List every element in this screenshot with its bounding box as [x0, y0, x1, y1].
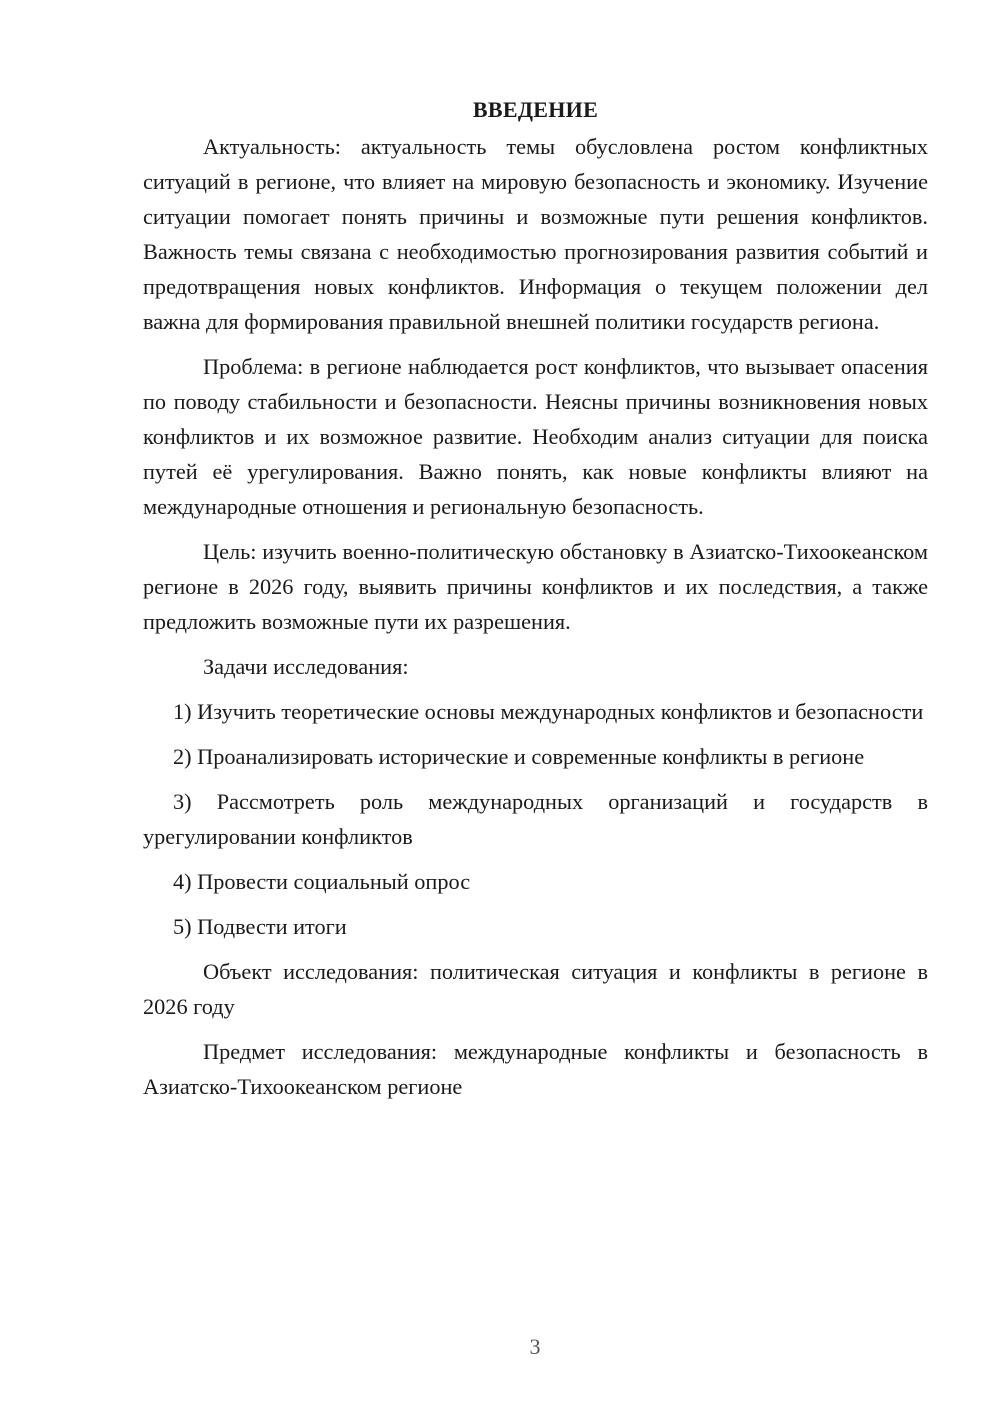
problem-paragraph: Проблема: в регионе наблюдается рост конфликтов, что вызывает опасения по поводу стабильности и безопасности. Неясны причины возникновения новых конфликтов и их возможное развитие. Необходим анализ ситуации для поиска путей её урегулирования. Важно понять, как новые конфликты влияют на международные отношения и региональную безопасность. — [143, 354, 928, 519]
subject-paragraph: Предмет исследования: международные конфликты и безопасность в Азиатско-Тихоокеанском регионе — [143, 1039, 928, 1099]
task-item: 4) Провести социальный опрос — [173, 869, 471, 894]
task-item: 1) Изучить теоретические основы международных конфликтов и безопасности — [173, 699, 924, 724]
tasks-title: Задачи исследования: — [203, 654, 409, 679]
page-number: 3 — [529, 1334, 541, 1359]
task-item: 2) Проанализировать исторические и современные конфликты в регионе — [173, 744, 865, 769]
document-page — [143, 92, 928, 1114]
relevance-paragraph: Актуальность: актуальность темы обусловлена ростом конфликтных ситуаций в регионе, что влияет на мировую безопасность и экономику. Изучение ситуации помогает понять причины и возможные пути решения конфликтов. Важность темы связана с необходимостью прогнозирования развития событий и предотвращения новых конфликтов. Информация о текущем положении дел важна для формирования правильной внешней политики государств региона. — [143, 134, 928, 334]
object-paragraph: Объект исследования: политическая ситуация и конфликты в регионе в 2026 году — [143, 959, 928, 1019]
task-item: 3) Рассмотреть роль международных организаций и государств в урегулировании конфликтов — [143, 789, 928, 849]
task-item: 5) Подвести итоги — [173, 914, 347, 939]
section-heading: ВВЕДЕНИЕ — [472, 97, 599, 122]
goal-paragraph: Цель: изучить военно-политическую обстановку в Азиатско-Тихоокеанском регионе в 2026 году, выявить причины конфликтов и их последствия, а также предложить возможные пути их разрешения. — [143, 539, 928, 634]
